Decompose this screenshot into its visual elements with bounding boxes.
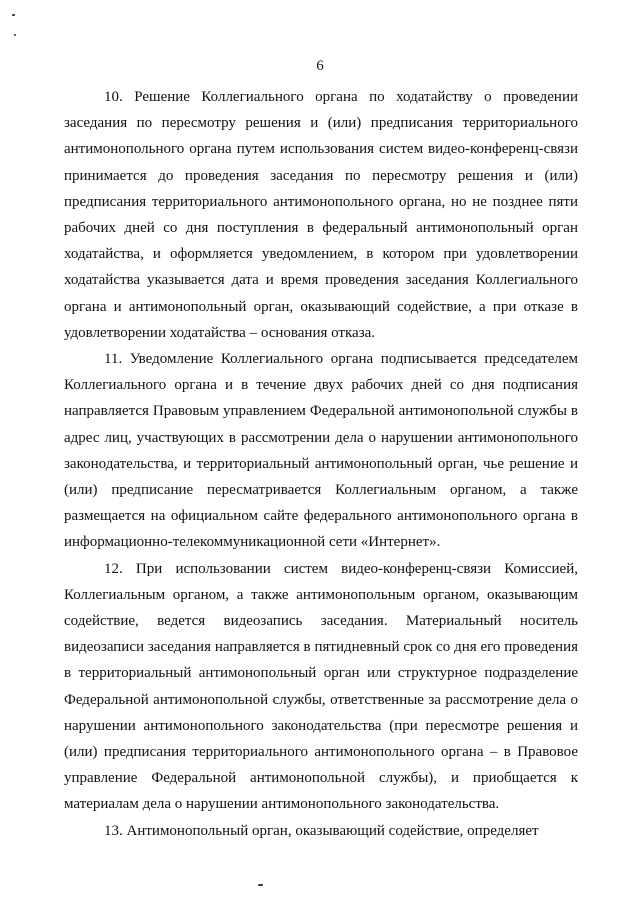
paragraph-10: 10. Решение Коллегиального органа по ходатайству о проведении заседания по пересмотру решения и (или) предписания территориального антимонопольного органа путем использования систем видео-конференц-связи принимается до проведения заседания по пересмотру решения и (или) предписания территориального антимонопольного органа, но не позднее пяти рабочих дней со дня поступления в федеральный антимонопольный орган ходатайства, и оформляется уведомлением, в котором при удовлетворении ходатайства указывается дата и время проведения заседания Коллегиального органа и антимонопольный орган, оказывающий содействие, а при отказе в удовлетворении ходатайства – основания отказа. <box>64 89 578 341</box>
paragraph-12: 12. При использовании систем видео-конференц-связи Комиссией, Коллегиальным органом, а также антимонопольным органом, оказывающим содействие, ведется видеозапись заседания. Материальный носитель видеозаписи заседания направляется в пятидневный срок со дня его проведения в территориальный антимонопольный орган или структурное подразделение Федеральной антимонопольной службы, ответственные за рассмотрение дела о нарушении антимонопольного законодательства (при пересмотре решения и (или) предписания территориального антимонопольного органа – в Правовое управление Федеральной антимонопольной службы), и приобщается к материалам дела о нарушении антимонопольного законодательства. <box>64 560 578 813</box>
scan-artifact <box>14 34 16 36</box>
document-body <box>64 84 578 844</box>
page-number: 6 <box>316 58 324 74</box>
scan-artifact <box>258 884 263 886</box>
paragraph-13: 13. Антимонопольный орган, оказывающий содействие, определяет <box>104 822 539 839</box>
paragraph-11: 11. Уведомление Коллегиального органа подписывается председателем Коллегиального органа и в течение двух рабочих дней со дня подписания направляется Правовым управлением Федеральной антимонопольной службы в адрес лиц, участвующих в рассмотрении дела о нарушении антимонопольного законодательства, и территориальный антимонопольный орган, чье решение и (или) предписание пересматривается Коллегиальным органом, а также размещается на официальном сайте федерального антимонопольного органа в информационно-телекоммуникационной сети «Интернет». <box>64 351 578 551</box>
scan-artifact <box>12 14 15 16</box>
